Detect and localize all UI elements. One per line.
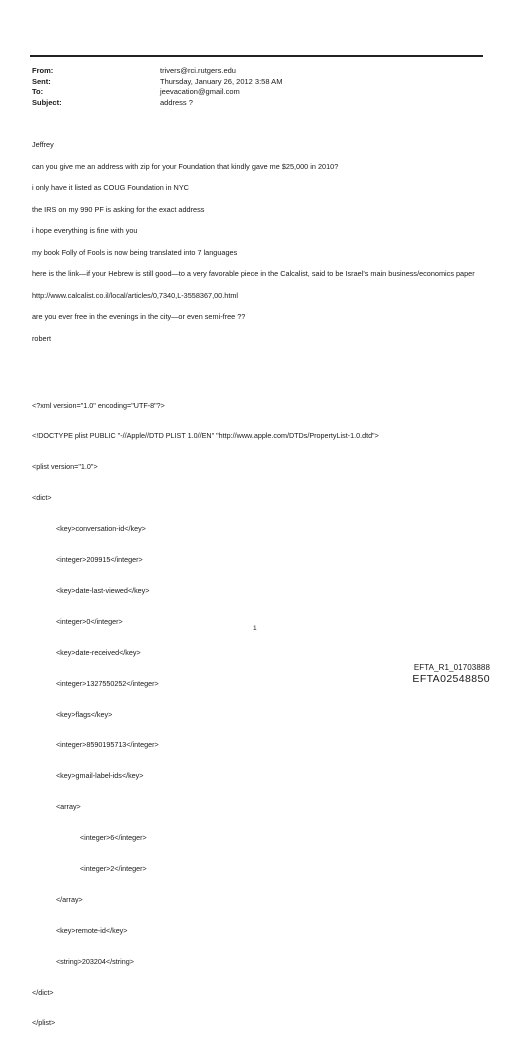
from-value: trivers@rci.rutgers.edu: [160, 66, 236, 75]
body-paragraph: the IRS on my 990 PF is asking for the exact address: [32, 204, 205, 214]
sent-value: Thursday, January 26, 2012 3:58 AM: [160, 76, 283, 86]
subject-label: Subject:: [32, 97, 62, 107]
body-paragraph: i hope everything is fine with you: [32, 226, 138, 235]
email-body: [32, 140, 477, 355]
xml-line: <integer>8590195713</integer>: [32, 740, 159, 750]
xml-line: </array>: [32, 894, 83, 904]
xml-line: <key>remote-id</key>: [32, 925, 128, 935]
article-link: http://www.calcalist.co.il/local/articles/0,7340,L-3558367,00.html: [32, 290, 239, 300]
xml-line: </dict>: [32, 987, 54, 997]
subject-row: [32, 98, 482, 109]
xml-line: <key>conversation-id</key>: [32, 524, 146, 534]
sent-row: [32, 77, 482, 88]
body-paragraph: i only have it listed as COUG Foundation in NYC: [32, 183, 189, 192]
to-label: To:: [32, 87, 44, 96]
xml-line: <array>: [32, 802, 81, 812]
bates-code-2: EFTA02548850: [412, 673, 490, 685]
xml-line: <integer>2</integer>: [32, 863, 147, 873]
to-value: jeevacation@gmail.com: [160, 87, 240, 96]
to-row: [32, 87, 482, 98]
xml-line: <key>gmail-label-ids</key>: [32, 771, 144, 781]
xml-line: <integer>6</integer>: [32, 833, 147, 843]
xml-line: <key>date-received</key>: [32, 647, 141, 657]
page-number: 1: [253, 625, 257, 632]
xml-line: <string>203204</string>: [32, 956, 134, 966]
xml-line: <dict>: [32, 493, 52, 503]
header-rule: [30, 55, 483, 57]
xml-line: <key>date-last-viewed</key>: [32, 585, 150, 595]
body-paragraph: can you give me an address with zip for your Foundation that kindly gave me $25,000 in 2010?: [32, 161, 339, 171]
sent-label: Sent:: [32, 76, 51, 86]
xml-line: <integer>0</integer>: [32, 616, 123, 626]
subject-value: address ?: [160, 97, 193, 107]
email-header: [32, 66, 482, 108]
bates-code-1: EFTA_R1_01703888: [413, 663, 490, 672]
from-row: [32, 66, 482, 77]
xml-line: <integer>1327550252</integer>: [32, 678, 159, 688]
xml-line: <integer>209915</integer>: [32, 555, 143, 565]
body-paragraph: here is the link—if your Hebrew is still good—to a very favorable piece in the Calcalist, said to be Israel's main business/economics paper: [32, 269, 475, 278]
plist-block: [32, 380, 482, 1049]
xml-line: <!DOCTYPE plist PUBLIC "-//Apple//DTD PLIST 1.0//EN" "http://www.apple.com/DTDs/PropertyList-1.0.dtd">: [32, 431, 379, 441]
body-paragraph: are you ever free in the evenings in the city—or even semi-free ??: [32, 312, 246, 321]
xml-line: </plist>: [32, 1018, 56, 1028]
body-paragraph: my book Folly of Fools is now being translated into 7 languages: [32, 247, 238, 257]
body-paragraph: Jeffrey: [32, 140, 54, 149]
signature: robert: [32, 333, 52, 343]
xml-line: <?xml version="1.0" encoding="UTF-8"?>: [32, 400, 165, 410]
from-label: From:: [32, 66, 54, 75]
xml-line: <key>flags</key>: [32, 709, 113, 719]
xml-line: <plist version="1.0">: [32, 462, 98, 472]
